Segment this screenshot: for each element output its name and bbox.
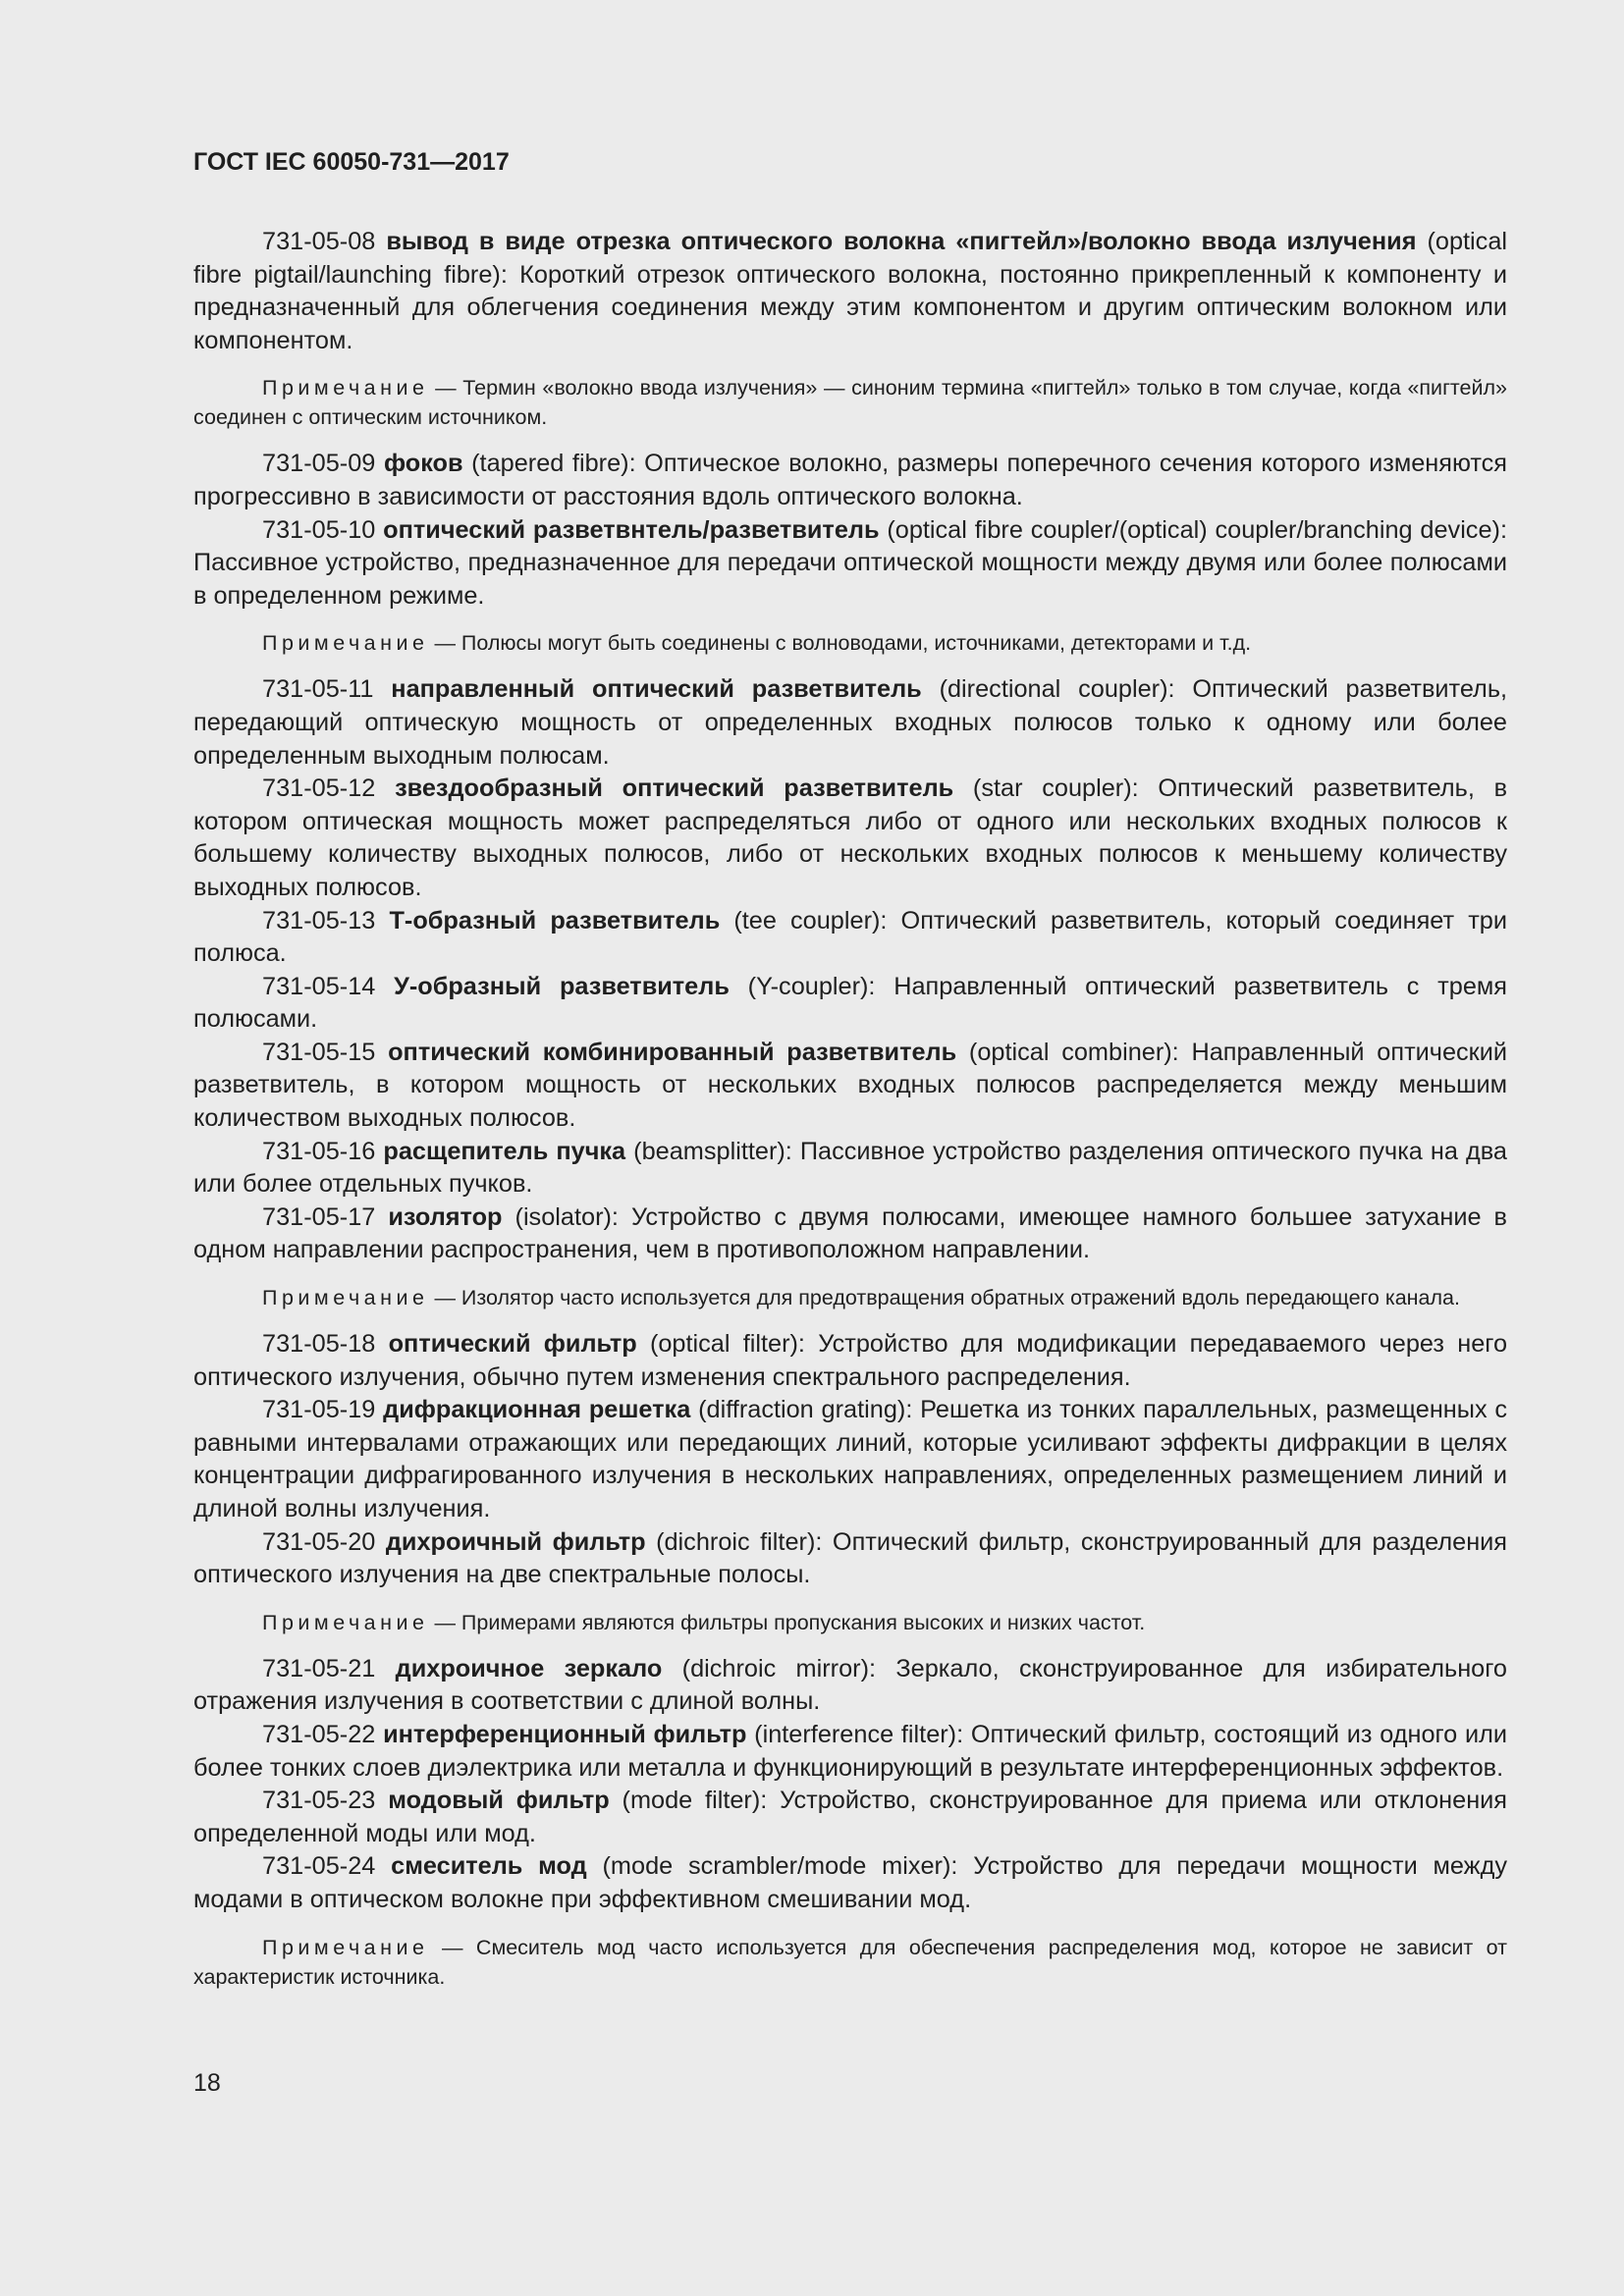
term-name: У-образный разветвитель xyxy=(394,972,730,1000)
term-name: дифракционная решетка xyxy=(383,1396,691,1424)
note-label: Примечание xyxy=(262,1935,429,1959)
term-definition: (dichroic filter): Оптический фильтр, сконструированный для разделения оптического излучения на две спектральные полосы. xyxy=(193,1527,1508,1589)
term-entry xyxy=(193,1526,1507,1592)
term-entry xyxy=(193,1653,1507,1719)
term-definition: (directional coupler): Оптический разветвитель, передающий оптическую мощность от определенных входных полюсов только к одному или более определенным выходным полюсам. xyxy=(193,675,1508,770)
term-number: 731-05-12 xyxy=(262,774,376,803)
term-name: дихроичное зеркало xyxy=(395,1654,663,1682)
note-paragraph xyxy=(193,628,1507,658)
term-name: дихроичный фильтр xyxy=(385,1527,646,1556)
term-name: фоков xyxy=(383,450,463,478)
term-number: 731-05-11 xyxy=(262,675,374,704)
term-name: расщепитель пучка xyxy=(383,1137,626,1165)
note-label: Примечание xyxy=(262,376,429,400)
note-text: — Полюсы могут быть соединены с волноводами, источниками, детекторами и т.д. xyxy=(434,631,1252,656)
term-entry xyxy=(193,448,1507,513)
term-entry xyxy=(193,971,1507,1037)
note-label: Примечание xyxy=(262,1286,429,1310)
term-name: изолятор xyxy=(388,1202,503,1231)
term-name: вывод в виде отрезка оптического волокна «пигтейл»/волокно ввода излучения xyxy=(386,228,1417,255)
term-entry xyxy=(193,773,1507,904)
term-number: 731-05-14 xyxy=(262,972,376,1000)
term-name: модовый фильтр xyxy=(388,1787,610,1815)
term-definition: (diffraction grating): Решетка из тонких параллельных, размещенных с равными интервалами отражающих или передающих линий, которые усиливают эффекты дифракции в целях концентрации дифрагированного излучения в нескольких направлениях, определенных размещением линий и длиной волны излучения. xyxy=(193,1396,1508,1522)
term-entry xyxy=(193,1328,1507,1394)
term-definition: (Y-coupler): Направленный оптический разветвитель с тремя полюсами. xyxy=(193,972,1507,1034)
term-definition: (star coupler): Оптический разветвитель, в котором оптическая мощность может распределяться либо от одного или нескольких входных полюсов к большему количеству выходных полюсов, либо от нескольких входных полюсов к меньшему количеству выходных полюсов. xyxy=(193,774,1508,901)
term-entry xyxy=(193,1201,1507,1267)
term-entry xyxy=(193,1785,1507,1850)
note-paragraph xyxy=(193,1608,1507,1637)
term-entry xyxy=(193,226,1507,357)
term-definition: (optical combiner): Направленный оптический разветвитель, в котором мощность от нескольких входных полюсов распределяется между меньшим количеством выходных полюсов. xyxy=(193,1038,1508,1133)
term-entry xyxy=(193,1394,1507,1525)
term-name: интерференционный фильтр xyxy=(383,1720,747,1748)
term-number: 731-05-13 xyxy=(262,906,376,934)
note-paragraph xyxy=(193,1933,1507,1992)
term-number: 731-05-09 xyxy=(262,450,376,478)
note-paragraph xyxy=(193,373,1507,432)
term-definition: (beamsplitter): Пассивное устройство разделения оптического пучка на два или более отдельных пучков. xyxy=(193,1137,1507,1199)
term-definition: (mode scrambler/mode mixer): Устройство для передачи мощности между модами в оптическом волокне при эффективном смешивании мод. xyxy=(193,1852,1508,1913)
term-number: 731-05-17 xyxy=(262,1202,376,1231)
term-number: 731-05-16 xyxy=(262,1137,376,1165)
term-number: 731-05-24 xyxy=(262,1852,376,1881)
term-entry xyxy=(193,1850,1507,1916)
document-body xyxy=(193,226,1507,2007)
term-name: оптический разветвнтель/разветвитель xyxy=(383,515,880,544)
note-label: Примечание xyxy=(262,631,429,656)
term-name: звездообразный оптический разветвитель xyxy=(395,774,954,803)
term-entry xyxy=(193,1719,1507,1785)
term-entry xyxy=(193,673,1507,773)
term-number: 731-05-20 xyxy=(262,1527,376,1556)
term-number: 731-05-18 xyxy=(262,1330,376,1359)
term-name: Т-образный разветвитель xyxy=(389,906,721,934)
term-definition: (optical filter): Устройство для модификации передаваемого через него оптического излучения, обычно путем изменения спектрального распределения. xyxy=(193,1330,1508,1391)
term-definition: (isolator): Устройство с двумя полюсами, имеющее намного большее затухание в одном направлении распространения, чем в противоположном направлении. xyxy=(193,1202,1507,1264)
term-number: 731-05-08 xyxy=(262,228,376,255)
term-name: оптический комбинированный разветвитель xyxy=(388,1038,957,1066)
note-text: — Изолятор часто используется для предотвращения обратных отражений вдоль передающего канала. xyxy=(434,1286,1460,1310)
term-entry xyxy=(193,905,1507,971)
term-number: 731-05-10 xyxy=(262,515,376,544)
term-entry xyxy=(193,1037,1507,1136)
page-number: 18 xyxy=(193,2069,221,2097)
note-text: — Примерами являются фильтры пропускания высоких и низких частот. xyxy=(434,1610,1146,1634)
term-definition: (optical fibre coupler/(optical) coupler/branching device): Пассивное устройство, предназначенное для передачи оптической мощности между двумя или более полюсами в определенном режиме. xyxy=(193,515,1507,610)
term-entry xyxy=(193,514,1507,614)
term-number: 731-05-22 xyxy=(262,1720,376,1748)
term-number: 731-05-23 xyxy=(262,1787,376,1815)
document-header: ГОСТ IEC 60050-731—2017 xyxy=(193,148,510,176)
term-definition: (interference filter): Оптический фильтр, состоящий из одного или более тонких слоев диэлектрика или металла и функционирующий в результате интерференционных эффектов. xyxy=(193,1720,1508,1782)
term-name: оптический фильтр xyxy=(388,1330,637,1359)
term-definition: (tee coupler): Оптический разветвитель, который соединяет три полюса. xyxy=(193,906,1507,968)
note-label: Примечание xyxy=(262,1610,429,1634)
note-paragraph xyxy=(193,1283,1507,1312)
term-number: 731-05-15 xyxy=(262,1038,376,1066)
term-name: смеситель мод xyxy=(391,1852,587,1881)
term-name: направленный оптический разветвитель xyxy=(391,675,922,704)
term-definition: (optical fibre pigtail/launching fibre): Короткий отрезок оптического волокна, постоянно прикрепленный к компоненту и предназначенный для облегчения соединения между этим компонентом и другим оптическим волокном или компонентом. xyxy=(193,228,1508,354)
term-definition: (mode filter): Устройство, сконструированное для приема или отклонения определенной моды или мод. xyxy=(193,1787,1508,1847)
term-number: 731-05-21 xyxy=(262,1654,376,1682)
term-definition: (tapered fibre): Оптическое волокно, размеры поперечного сечения которого изменяются прогрессивно в зависимости от расстояния вдоль оптического волокна. xyxy=(193,450,1508,510)
note-text: — Смеситель мод часто используется для обеспечения распределения мод, которое не зависит от характеристик источника. xyxy=(193,1935,1507,1989)
term-number: 731-05-19 xyxy=(262,1396,376,1424)
note-text: — Термин «волокно ввода излучения» — синоним термина «пигтейл» только в том случае, когда «пигтейл» соединен с оптическим источником. xyxy=(193,376,1507,430)
term-entry xyxy=(193,1136,1507,1201)
term-definition: (dichroic mirror): Зеркало, сконструированное для избирательного отражения излучения в соответствии с длиной волны. xyxy=(193,1654,1507,1716)
